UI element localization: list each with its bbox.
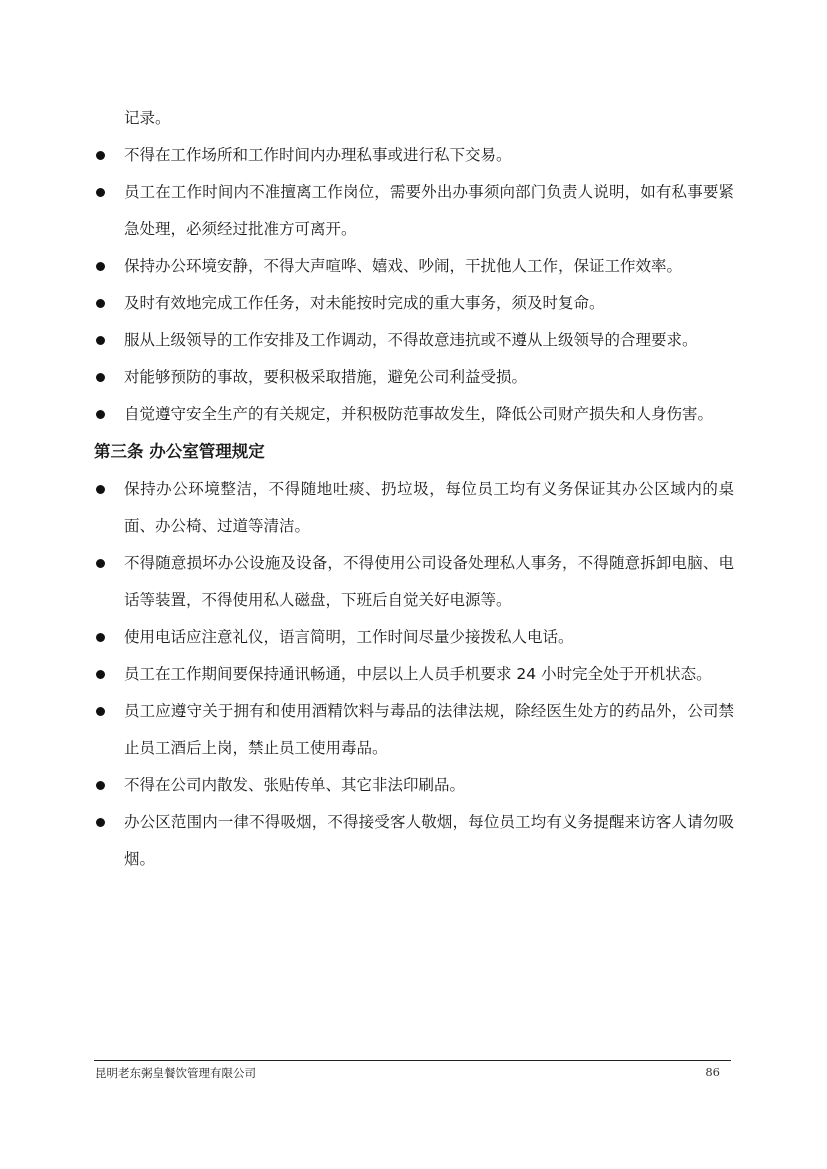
footer-divider	[94, 1060, 731, 1061]
section-heading: 第三条 办公室管理规定	[94, 442, 265, 461]
bullet-icon	[96, 633, 105, 642]
list-item	[94, 804, 734, 878]
footer-company-name: 昆明老东粥皇餐饮管理有限公司	[95, 1066, 256, 1080]
list-item-text: 员工应遵守关于拥有和使用酒精饮料与毒品的法律法规，除经医生处方的药品外，公司禁止员工酒后上岗，禁止员工使用毒品。	[124, 702, 734, 757]
list-item	[94, 359, 734, 396]
bullet-icon	[96, 818, 105, 827]
list-item	[94, 767, 734, 804]
list-item	[94, 693, 734, 767]
list-item	[94, 656, 734, 693]
list-item-text: 自觉遵守安全生产的有关规定，并积极防范事故发生，降低公司财产损失和人身伤害。	[124, 405, 714, 423]
list-item-text: 员工在工作期间要保持通讯畅通，中层以上人员手机要求 24 小时完全处于开机状态。	[124, 665, 712, 683]
list-item-text: 保持办公环境整洁，不得随地吐痰、扔垃圾，每位员工均有义务保证其办公区域内的桌面、办公椅、过道等清洁。	[124, 480, 734, 535]
list-item	[94, 174, 734, 248]
bullet-icon	[96, 485, 105, 494]
bullet-icon	[96, 670, 105, 679]
list-item-text: 办公区范围内一律不得吸烟，不得接受客人敬烟，每位员工均有义务提醒来访客人请勿吸烟。	[124, 813, 734, 868]
page-content	[94, 100, 734, 878]
bullet-icon	[96, 151, 105, 160]
list-item-text: 及时有效地完成工作任务，对未能按时完成的重大事务，须及时复命。	[124, 294, 605, 312]
list-item	[94, 545, 734, 619]
bullet-icon	[96, 781, 105, 790]
bullet-icon	[96, 410, 105, 419]
list-item-text: 对能够预防的事故，要积极采取措施，避免公司利益受损。	[124, 368, 528, 386]
bullet-icon	[96, 262, 105, 271]
list-item-text: 不得随意损坏办公设施及设备，不得使用公司设备处理私人事务，不得随意拆卸电脑、电话等装置，不得使用私人磁盘，下班后自觉关好电源等。	[124, 554, 734, 609]
list-item	[94, 248, 734, 285]
bullet-icon	[96, 188, 105, 197]
bullet-icon	[96, 336, 105, 345]
list-item	[94, 322, 734, 359]
list-item-text: 使用电话应注意礼仪，语言简明，工作时间尽量少接拨私人电话。	[124, 628, 574, 646]
page-number: 86	[705, 1065, 720, 1079]
rules-list-general	[94, 137, 734, 433]
list-item-text: 保持办公环境安静，不得大声喧哗、嬉戏、吵闹，干扰他人工作，保证工作效率。	[124, 257, 683, 275]
rules-list-office	[94, 471, 734, 878]
list-item	[94, 619, 734, 656]
bullet-icon	[96, 299, 105, 308]
bullet-icon	[96, 707, 105, 716]
list-item	[94, 285, 734, 322]
list-item	[94, 471, 734, 545]
continued-paragraph: 记录。	[124, 109, 171, 127]
list-item-text: 不得在公司内散发、张贴传单、其它非法印刷品。	[124, 776, 466, 794]
bullet-icon	[96, 559, 105, 568]
list-item	[94, 396, 734, 433]
list-item	[94, 137, 734, 174]
bullet-icon	[96, 373, 105, 382]
list-item-text: 服从上级领导的工作安排及工作调动，不得故意违抗或不遵从上级领导的合理要求。	[124, 331, 698, 349]
list-item-text: 员工在工作时间内不准擅离工作岗位，需要外出办事须向部门负责人说明，如有私事要紧急处理，必须经过批准方可离开。	[124, 183, 734, 238]
list-item-text: 不得在工作场所和工作时间内办理私事或进行私下交易。	[124, 146, 512, 164]
